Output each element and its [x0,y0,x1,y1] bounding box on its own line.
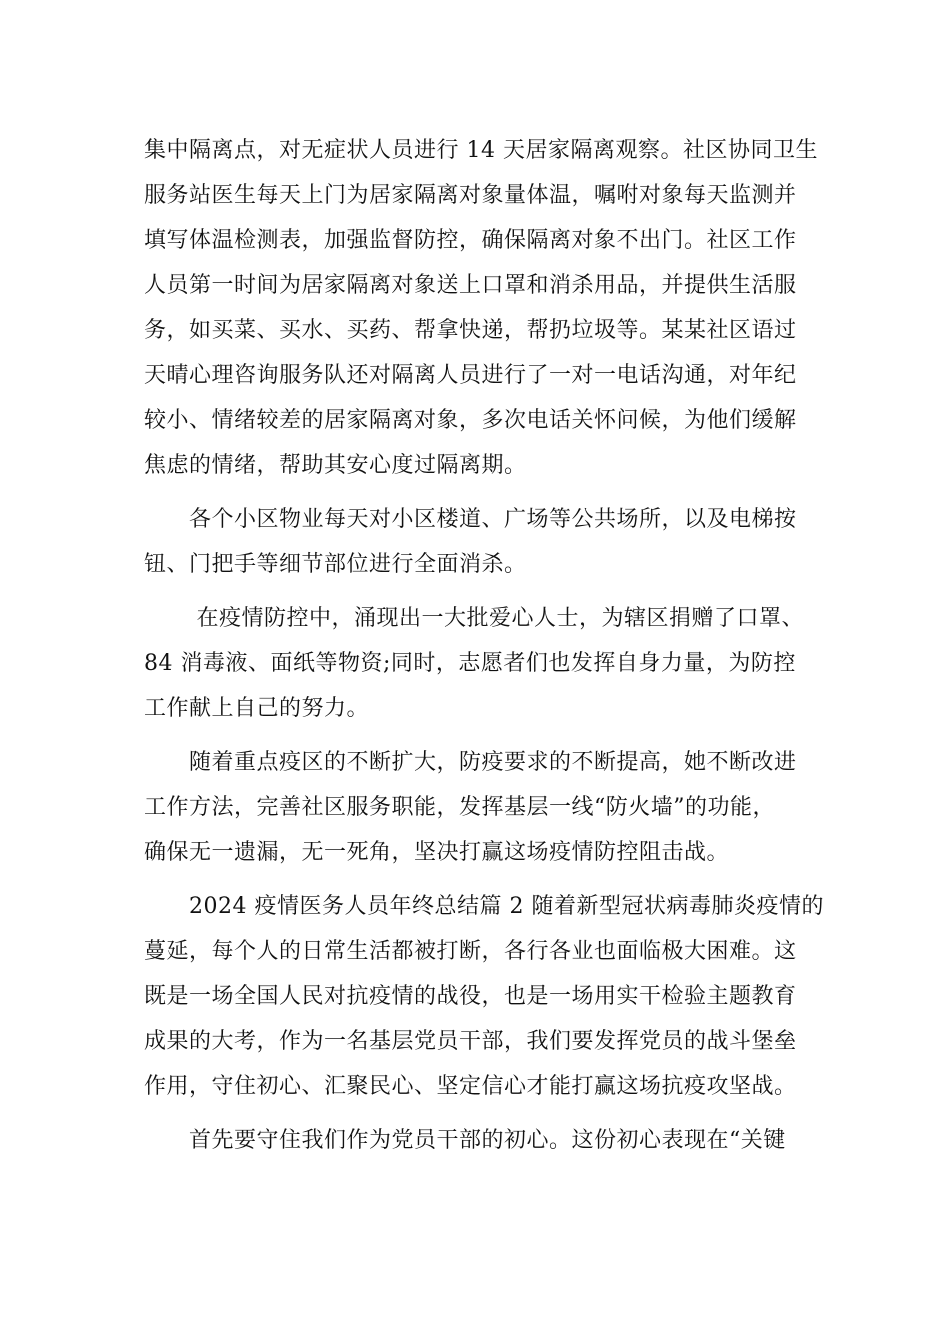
text-line: 确保无一遗漏，无一死角，坚决打赢这场疫情防控阻击战。 [144,840,730,865]
text-line: 较小、情绪较差的居家隔离对象，多次电话关怀问候，为他们缓解 [144,408,797,433]
text-line: 2024 疫情医务人员年终总结篇 2 随着新型冠状病毒肺炎疫情的 [144,894,824,919]
text-line: 首先要守住我们作为党员干部的初心。这份初心表现在“关键 [144,1128,786,1153]
text-line: 服务站医生每天上门为居家隔离对象量体温，嘱咐对象每天监测并 [144,183,797,208]
paragraph-gap [144,1109,824,1118]
text-line: 集中隔离点，对无症状人员进行 14 天居家隔离观察。社区协同卫生 [144,138,818,163]
text-line: 作用，守住初心、汇聚民心、坚定信心才能打赢这场抗疫攻坚战。 [144,1074,797,1099]
text-line: 工作方法，完善社区服务职能，发挥基层一线“防火墙”的功能， [144,795,775,820]
text-line: 天晴心理咨询服务队还对隔离人员进行了一对一电话沟通，对年纪 [144,363,797,388]
paragraph-gap [144,875,824,884]
text-line: 在疫情防控中，涌现出一大批爱心人士，为辖区捐赠了口罩、 [144,606,804,631]
text-line: 84 消毒液、面纸等物资;同时，志愿者们也发挥自身力量，为防控 [144,651,796,676]
text-line: 成果的大考，作为一名基层党员干部，我们要发挥党员的战斗堡垒 [144,1029,797,1054]
text-line: 人员第一时间为居家隔离对象送上口罩和消杀用品，并提供生活服 [144,273,797,298]
text-line: 随着重点疫区的不断扩大，防疫要求的不断提高，她不断改进 [144,750,797,775]
paragraph-gap [144,488,824,497]
paragraph-gap [144,731,824,740]
document-body [144,128,824,1163]
text-line: 钮、门把手等细节部位进行全面消杀。 [144,552,527,577]
text-line: 焦虑的情绪，帮助其安心度过隔离期。 [144,453,527,478]
text-line: 各个小区物业每天对小区楼道、广场等公共场所，以及电梯按 [144,507,797,532]
paragraph-gap [144,587,824,596]
text-line: 蔓延，每个人的日常生活都被打断，各行各业也面临极大困难。这 [144,939,797,964]
text-line: 工作献上自己的努力。 [144,696,370,721]
text-line: 既是一场全国人民对抗疫情的战役，也是一场用实干检验主题教育 [144,984,797,1009]
text-line: 务，如买菜、买水、买药、帮拿快递，帮扔垃圾等。某某社区语过 [144,318,797,343]
text-line: 填写体温检测表，加强监督防控，确保隔离对象不出门。社区工作 [144,228,797,253]
